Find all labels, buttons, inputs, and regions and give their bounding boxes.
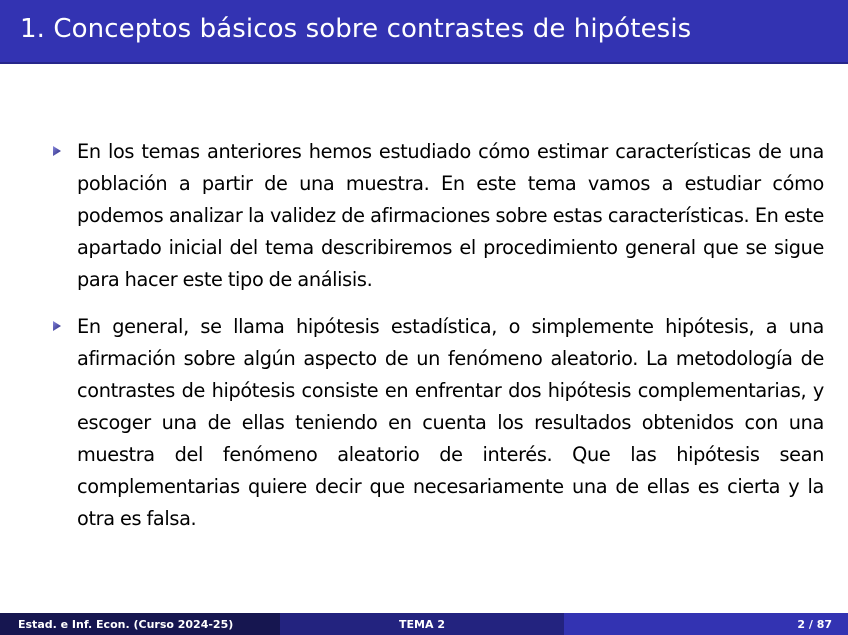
footer-course: Estad. e Inf. Econ. (Curso 2024-25)	[0, 613, 280, 635]
triangle-bullet-icon	[52, 320, 62, 332]
footer-page-number: 2 / 87	[564, 613, 848, 635]
footer-topic: TEMA 2	[280, 613, 564, 635]
bullet-text: En los temas anteriores hemos estudiado cómo estimar características de una población a partir de una muestra. En este tema vamos a estudiar cómo podemos analizar la validez de afirmaciones sobre estas características. En este apartado inicial del tema describiremos el procedimiento general que se sigue para hacer este tipo de análisis.	[77, 140, 824, 291]
slide-content	[52, 136, 824, 550]
triangle-bullet-icon	[52, 145, 62, 157]
slide-footer	[0, 613, 848, 635]
bullet-text: En general, se llama hipótesis estadística, o simplemente hipótesis, a una afirmación sobre algún aspecto de un fenómeno aleatorio. La metodología de contrastes de hipótesis consiste en enfrentar dos hipótesis complementarias, y escoger una de ellas teniendo en cuenta los resultados obtenidos con una muestra del fenómeno aleatorio de interés. Que las hipótesis sean complementarias quiere decir que necesariamente una de ellas es cierta y la otra es falsa.	[77, 315, 824, 530]
bullet-item	[52, 136, 824, 296]
slide-title: 1. Conceptos básicos sobre contrastes de hipótesis	[20, 14, 692, 44]
slide-title-bar	[0, 0, 848, 64]
bullet-item	[52, 311, 824, 535]
